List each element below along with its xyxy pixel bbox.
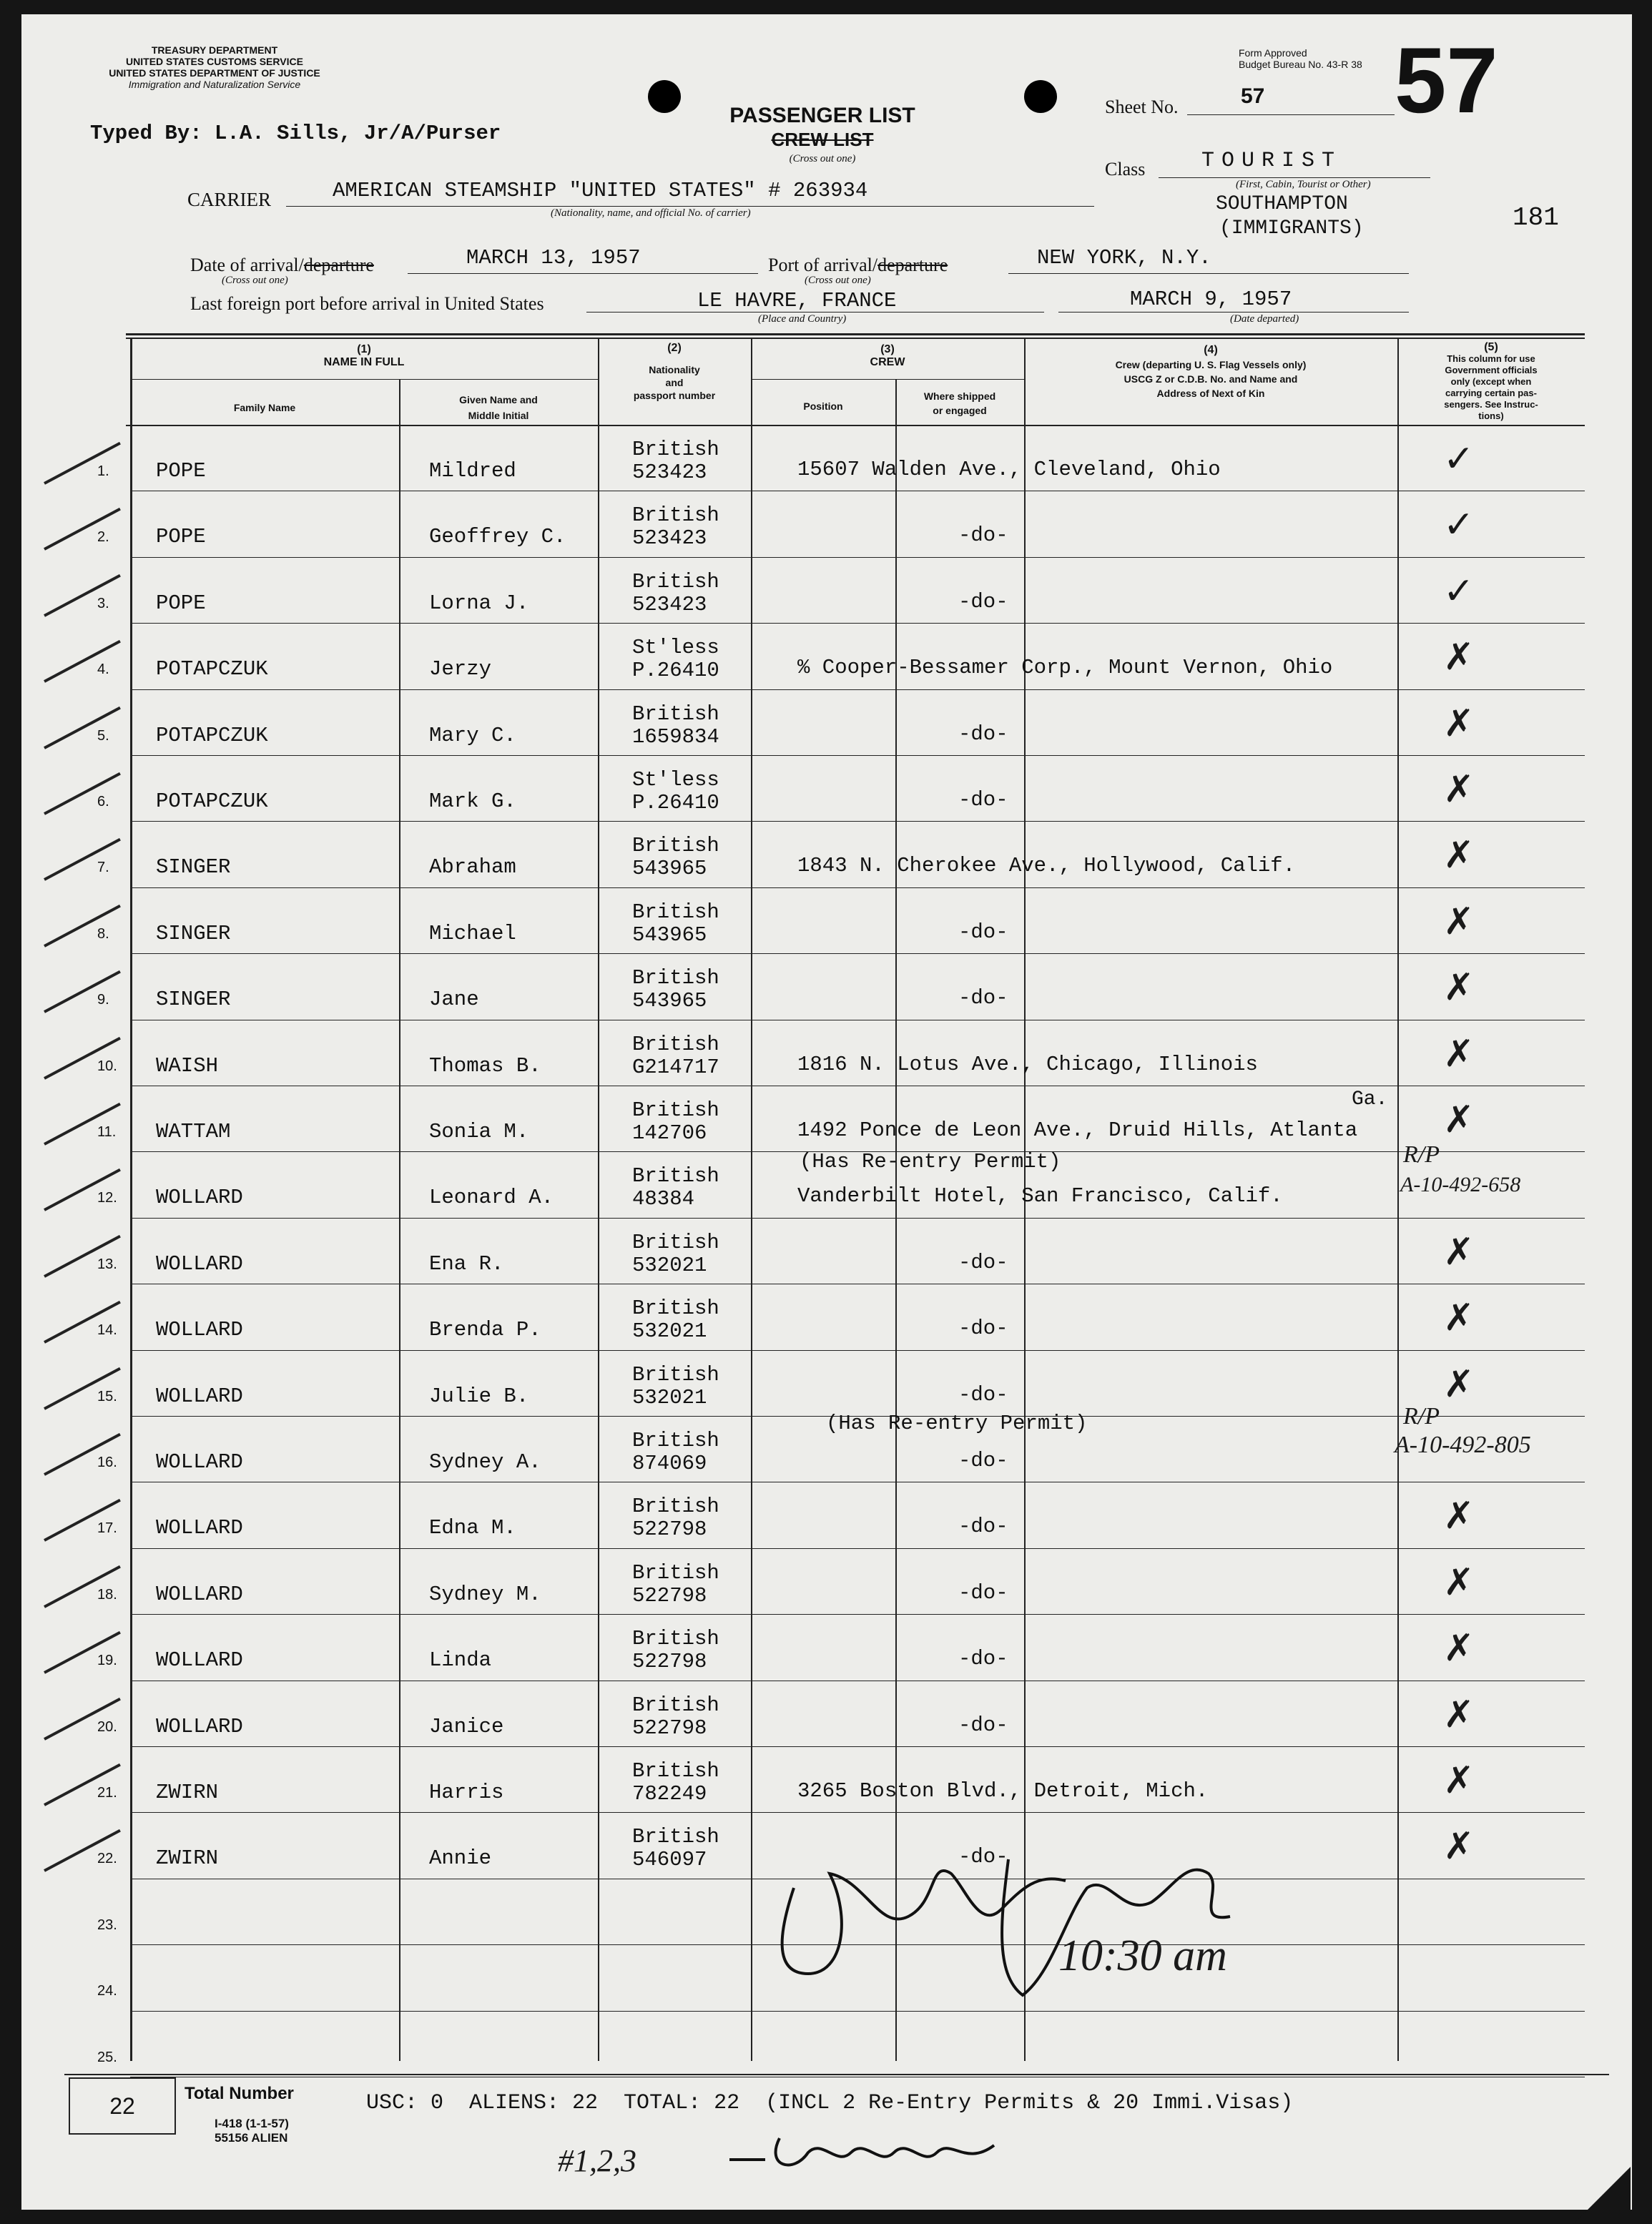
nationality: British <box>632 1693 719 1717</box>
table-row-line <box>130 1812 1585 1813</box>
inspection-mark: ✗ <box>1443 1364 1475 1405</box>
passport-number: P.26410 <box>632 791 719 815</box>
carrier-label: CARRIER <box>187 189 272 210</box>
class-value: TOURIST <box>1201 149 1342 173</box>
next-of-kin-address: % Cooper-Bessamer Corp., Mount Vernon, Ohio <box>797 656 1333 680</box>
inspection-mark: ✗ <box>1443 1100 1475 1141</box>
passport-number: 782249 <box>632 1782 707 1806</box>
passport-number: 523423 <box>632 592 707 616</box>
reentry-note-16: (Has Re-entry Permit) <box>826 1412 1088 1435</box>
nationality: British <box>632 438 719 461</box>
inspection-mark: ✗ <box>1443 637 1475 679</box>
header-government-use: (5) This column for use Government officials only (except when carrying certain pas- sengers. See Instruc- tions) <box>1444 341 1538 421</box>
alien-number-16: A-10-492-805 <box>1395 1432 1531 1458</box>
row-number: 1. <box>97 463 109 479</box>
given-name: Julie B. <box>429 1384 529 1408</box>
last-port-value: LE HAVRE, FRANCE <box>697 289 897 313</box>
table-row-line <box>130 2011 1585 2012</box>
arrival-underline <box>408 273 758 274</box>
given-name: Janice <box>429 1714 504 1738</box>
col-divider-name <box>598 338 599 2061</box>
given-name: Sydney M. <box>429 1582 541 1606</box>
given-name: Mary C. <box>429 723 516 747</box>
family-name: WOLLARD <box>156 1450 243 1474</box>
departed-hint: (Date departed) <box>1230 313 1299 325</box>
next-of-kin-address: -do- <box>958 1647 1008 1671</box>
last-port-underline <box>586 312 1044 313</box>
handwritten-initials <box>722 2124 1023 2181</box>
table-row-line <box>130 1548 1585 1549</box>
header-name-in-full: (1) NAME IN FULL <box>323 343 405 368</box>
next-of-kin-address: 1492 Ponce de Leon Ave., Druid Hills, Atlanta <box>797 1118 1358 1142</box>
rp-mark-12: R/P <box>1403 1141 1440 1168</box>
nationality: British <box>632 1627 719 1651</box>
next-of-kin-address: -do- <box>958 1845 1008 1869</box>
inspection-mark: ✗ <box>1443 1496 1475 1537</box>
inspection-mark: ✗ <box>1443 1761 1475 1801</box>
given-name: Linda <box>429 1648 492 1673</box>
nationality: British <box>632 1495 719 1519</box>
next-of-kin-address: -do- <box>958 1449 1008 1472</box>
nationality: British <box>632 1560 719 1585</box>
row-number: 10. <box>97 1058 117 1074</box>
given-name: Harris <box>429 1781 504 1804</box>
row-number: 14. <box>97 1322 117 1339</box>
family-name: WOLLARD <box>156 1714 243 1738</box>
row-number: 20. <box>97 1718 117 1735</box>
passport-number: G214717 <box>632 1055 719 1079</box>
given-name: Geoffrey C. <box>429 525 566 549</box>
given-name: Edna M. <box>429 1516 516 1540</box>
header-family-name: Family Name <box>233 402 296 413</box>
passport-number: P.26410 <box>632 659 719 683</box>
family-name: POTAPCZUK <box>156 789 268 813</box>
inspection-mark: ✓ <box>1443 439 1475 480</box>
nationality: British <box>632 1759 719 1783</box>
name-subheader-line <box>130 379 598 380</box>
embark-note: (IMMIGRANTS) <box>1219 217 1364 240</box>
form-title: PASSENGER LIST <box>729 104 915 127</box>
family-name: POPE <box>156 459 206 483</box>
row-number: 25. <box>97 2049 117 2065</box>
next-of-kin-address: -do- <box>958 920 1008 944</box>
embark-port: SOUTHAMPTON <box>1216 193 1348 215</box>
inspection-mark: ✗ <box>1443 1562 1475 1603</box>
handwritten-reference: #1,2,3 <box>558 2143 636 2178</box>
passport-number: 543965 <box>632 922 707 947</box>
inspection-mark: ✗ <box>1443 1628 1475 1670</box>
family-name: WOLLARD <box>156 1516 243 1540</box>
passport-number: 874069 <box>632 1452 707 1475</box>
inspection-mark: ✗ <box>1443 1033 1475 1075</box>
sheet-label: Sheet No. <box>1105 97 1179 117</box>
footer-top-line <box>64 2074 1609 2075</box>
passport-number: 543965 <box>632 857 707 881</box>
next-of-kin-address: -do- <box>958 523 1008 548</box>
family-name: WOLLARD <box>156 1384 243 1408</box>
table-row-line <box>130 1350 1585 1351</box>
family-name: POTAPCZUK <box>156 723 268 747</box>
nationality: British <box>632 900 719 924</box>
given-name: Michael <box>429 921 516 945</box>
row-number: 13. <box>97 1256 117 1272</box>
row-number: 4. <box>97 661 109 678</box>
col-divider-family <box>399 379 400 2061</box>
family-name: ZWIRN <box>156 1781 219 1804</box>
typed-by: Typed By: L.A. Sills, Jr/A/Purser <box>90 122 501 145</box>
family-name: WOLLARD <box>156 1582 243 1606</box>
arrival-date: MARCH 13, 1957 <box>466 246 641 270</box>
table-top-border <box>126 333 1585 335</box>
total-number-label: Total Number <box>185 2084 294 2103</box>
row-number: 15. <box>97 1388 117 1404</box>
next-of-kin-address: -do- <box>958 722 1008 746</box>
passport-number: 522798 <box>632 1517 707 1542</box>
carrier-hint: (Nationality, name, and official No. of carrier) <box>551 207 751 219</box>
departed-underline <box>1058 312 1409 313</box>
inspection-mark: ✗ <box>1443 901 1475 943</box>
port-value: NEW YORK, N.Y. <box>1037 246 1211 270</box>
nationality: British <box>632 1164 719 1189</box>
given-name: Sydney A. <box>429 1450 541 1474</box>
next-of-kin-address: 3265 Boston Blvd., Detroit, Mich. <box>797 1779 1209 1803</box>
nationality: British <box>632 702 719 726</box>
class-underline <box>1159 177 1430 178</box>
crew-subheader-line <box>751 379 1024 380</box>
family-name: WOLLARD <box>156 1186 243 1210</box>
nationality: British <box>632 834 719 858</box>
given-name: Sonia M. <box>429 1120 529 1143</box>
last-port-label: Last foreign port before arrival in United States <box>190 293 544 314</box>
row-number: 17. <box>97 1520 117 1537</box>
row-number: 11. <box>97 1124 117 1140</box>
alien-number-12: A-10-492-658 <box>1400 1173 1521 1196</box>
family-name: POPE <box>156 525 206 549</box>
inspection-mark: ✗ <box>1443 1826 1475 1868</box>
signature-time: 10:30 am <box>1058 1932 1227 1980</box>
row-number: 6. <box>97 794 109 810</box>
table-top-border-2 <box>126 338 1585 339</box>
given-name: Jerzy <box>429 657 492 682</box>
table-row-line <box>130 953 1585 954</box>
given-name: Jane <box>429 988 479 1012</box>
rp-mark-16: R/P <box>1403 1403 1440 1430</box>
header-nationality: (2) Nationality and passport number <box>633 342 716 401</box>
sheet-number: 57 <box>1241 84 1265 108</box>
folded-corner <box>1573 2167 1631 2224</box>
given-name: Thomas B. <box>429 1053 541 1078</box>
table-row-line <box>130 755 1585 756</box>
family-name: SINGER <box>156 921 231 945</box>
carrier-value: AMERICAN STEAMSHIP "UNITED STATES" # 263934 <box>333 179 868 202</box>
table-row-line <box>130 623 1585 624</box>
passport-number: 532021 <box>632 1253 707 1277</box>
inspection-mark: ✗ <box>1443 968 1475 1009</box>
given-name: Abraham <box>429 855 516 880</box>
table-row-line <box>130 1218 1585 1219</box>
passport-number: 48384 <box>632 1187 695 1211</box>
inspection-mark: ✗ <box>1443 769 1475 810</box>
row-number: 12. <box>97 1190 117 1206</box>
inspection-mark: ✓ <box>1443 571 1475 612</box>
header-crew: (3) CREW <box>870 343 905 368</box>
nationality: British <box>632 503 719 528</box>
passport-number: 523423 <box>632 526 707 551</box>
totals-summary: USC: 0 ALIENS: 22 TOTAL: 22 (INCL 2 Re-Entry Permits & 20 Immi.Visas) <box>366 2091 1294 2115</box>
arrival-hint: (Cross out one) <box>222 275 288 286</box>
table-row-line <box>130 689 1585 690</box>
row-number: 9. <box>97 992 109 1008</box>
given-name: Leonard A. <box>429 1186 554 1210</box>
family-name: WOLLARD <box>156 1318 243 1342</box>
family-name: ZWIRN <box>156 1846 219 1871</box>
inspection-mark: ✗ <box>1443 1231 1475 1273</box>
header-given-name: Given Name and Middle Initial <box>459 394 538 421</box>
punch-hole-right <box>1024 80 1057 113</box>
departed-date: MARCH 9, 1957 <box>1130 287 1292 311</box>
nationality: British <box>632 1296 719 1321</box>
header-bottom-border <box>126 425 1585 426</box>
port-hint: (Cross out one) <box>805 275 871 286</box>
inspection-mark: ✓ <box>1443 505 1475 546</box>
given-name: Mildred <box>429 459 516 483</box>
row-number: 21. <box>97 1785 117 1801</box>
header-next-of-kin: (4) Crew (departing U. S. Flag Vessels only) USCG Z or C.D.B. No. and Name and Address of Next of Kin <box>1115 344 1307 399</box>
family-name: WOLLARD <box>156 1648 243 1673</box>
next-of-kin-address: -do- <box>958 1713 1008 1737</box>
atlanta-state-note: Ga. <box>1352 1088 1388 1111</box>
cross-out-hint: (Cross out one) <box>789 153 856 164</box>
family-name: WAISH <box>156 1053 219 1078</box>
crew-list-struck: CREW LIST <box>771 129 874 150</box>
passport-number: 142706 <box>632 1121 707 1145</box>
family-name: WOLLARD <box>156 1251 243 1276</box>
inspection-mark: ✗ <box>1443 1694 1475 1736</box>
family-name: SINGER <box>156 855 231 880</box>
passport-number: 546097 <box>632 1848 707 1872</box>
sheet-underline <box>1187 114 1395 115</box>
row-number: 23. <box>97 1917 117 1933</box>
next-of-kin-address: 1843 N. Cherokee Ave., Hollywood, Calif. <box>797 854 1296 878</box>
next-of-kin-address: 1816 N. Lotus Ave., Chicago, Illinois <box>797 1052 1258 1076</box>
col-divider-nationality <box>751 338 752 2061</box>
page-reference: 181 <box>1513 203 1559 232</box>
nationality: British <box>632 569 719 594</box>
family-name: WATTAM <box>156 1120 231 1143</box>
passport-number: 523423 <box>632 461 707 484</box>
col-divider-kin <box>1397 338 1399 2061</box>
next-of-kin-address: -do- <box>958 1382 1008 1407</box>
class-hint: (First, Cabin, Tourist or Other) <box>1236 179 1371 190</box>
next-of-kin-address: -do- <box>958 1250 1008 1274</box>
form-approved: Form Approved Budget Bureau No. 43-R 38 <box>1239 47 1362 70</box>
passport-number: 1659834 <box>632 724 719 749</box>
row-number: 16. <box>97 1455 117 1470</box>
inspection-mark: ✗ <box>1443 835 1475 877</box>
nationality: British <box>632 1098 719 1122</box>
passport-number: 543965 <box>632 989 707 1013</box>
next-of-kin-address: 15607 Walden Ave., Cleveland, Ohio <box>797 458 1221 481</box>
header-where-shipped: Where shipped or engaged <box>923 390 996 416</box>
col-divider-position <box>895 379 897 2061</box>
passport-number: 522798 <box>632 1583 707 1608</box>
header-position: Position <box>803 400 843 412</box>
nationality: St'less <box>632 768 719 792</box>
nationality: British <box>632 1362 719 1387</box>
carrier-underline <box>286 206 1094 207</box>
inspection-mark: ✗ <box>1443 1298 1475 1339</box>
given-name: Ena R. <box>429 1251 504 1276</box>
class-label: Class <box>1105 159 1146 179</box>
nationality: British <box>632 1230 719 1254</box>
row-number: 3. <box>97 595 109 611</box>
given-name: Annie <box>429 1846 492 1871</box>
table-row-line <box>130 1746 1585 1747</box>
next-of-kin-address: -do- <box>958 1317 1008 1341</box>
passport-number: 522798 <box>632 1716 707 1740</box>
punch-hole-left <box>648 80 681 113</box>
nationality: British <box>632 966 719 990</box>
given-name: Brenda P. <box>429 1318 541 1342</box>
form-number: I-418 (1-1-57) 55156 ALIEN <box>215 2117 289 2145</box>
nationality: British <box>632 1032 719 1056</box>
nationality: St'less <box>632 636 719 660</box>
nationality: British <box>632 1429 719 1452</box>
arrival-label: Date of arrival/departure <box>190 255 374 275</box>
row-number: 24. <box>97 1983 117 1999</box>
table-left-border <box>130 338 132 2061</box>
next-of-kin-address: -do- <box>958 1580 1008 1605</box>
next-of-kin-address: Vanderbilt Hotel, San Francisco, Calif. <box>797 1184 1283 1209</box>
row-number: 8. <box>97 925 109 942</box>
agency-block: TREASURY DEPARTMENT UNITED STATES CUSTOMS SERVICE UNITED STATES DEPARTMENT OF JUSTICE Immigration and Naturalization Service <box>109 44 320 90</box>
given-name: Lorna J. <box>429 591 529 615</box>
row-number: 5. <box>97 727 109 744</box>
next-of-kin-address: -do- <box>958 986 1008 1010</box>
family-name: SINGER <box>156 988 231 1012</box>
table-row-line <box>130 1614 1585 1615</box>
table-row-line <box>130 887 1585 888</box>
passport-number: 532021 <box>632 1385 707 1409</box>
reentry-note-12: (Has Re-entry Permit) <box>800 1150 1061 1173</box>
passport-number: 522798 <box>632 1650 707 1674</box>
next-of-kin-address: -do- <box>958 788 1008 812</box>
table-row-line <box>130 821 1585 822</box>
last-port-hint: (Place and Country) <box>758 313 847 325</box>
row-number: 19. <box>97 1653 117 1669</box>
port-underline <box>1008 273 1409 274</box>
row-number: 18. <box>97 1586 117 1603</box>
passport-number: 532021 <box>632 1319 707 1344</box>
row-number: 2. <box>97 529 109 546</box>
table-row-line <box>130 557 1585 558</box>
family-name: POTAPCZUK <box>156 657 268 682</box>
total-number-box: 22 <box>69 2077 176 2135</box>
sheet-stamp: 57 <box>1395 28 1498 132</box>
port-label: Port of arrival/departure <box>768 255 948 275</box>
nationality: British <box>632 1825 719 1849</box>
family-name: POPE <box>156 591 206 615</box>
row-number: 7. <box>97 860 109 876</box>
inspection-mark: ✗ <box>1443 703 1475 744</box>
row-number: 22. <box>97 1851 117 1867</box>
given-name: Mark G. <box>429 789 516 813</box>
next-of-kin-address: -do- <box>958 1515 1008 1539</box>
next-of-kin-address: -do- <box>958 589 1008 614</box>
